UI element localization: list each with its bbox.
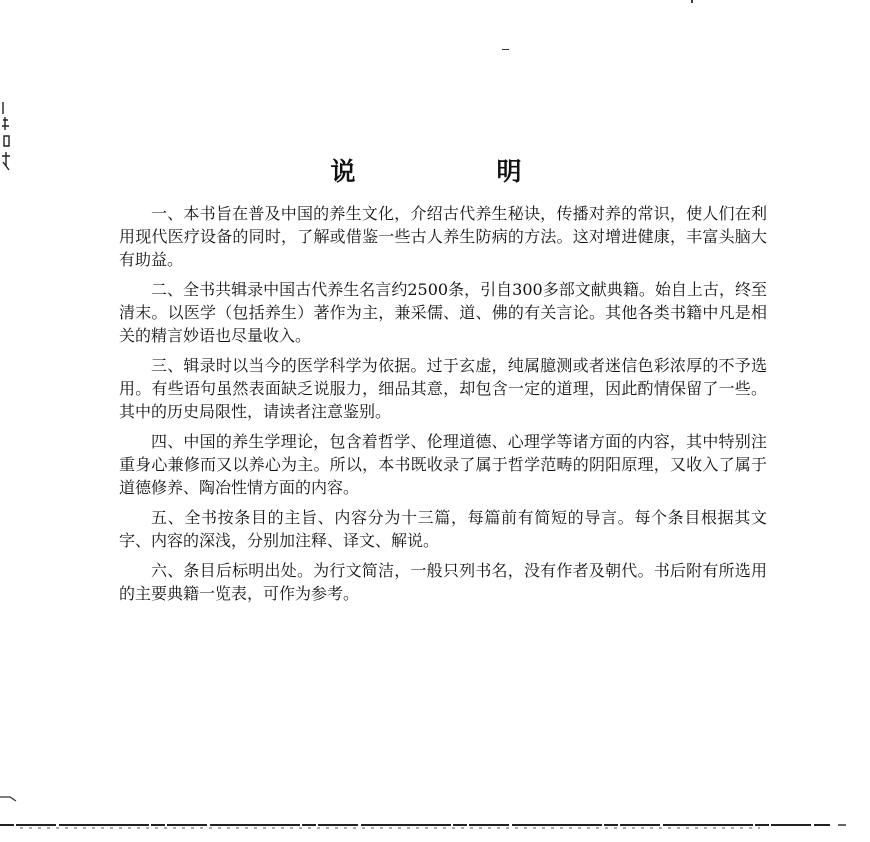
scan-corner-mark: [0, 793, 24, 803]
paragraph-3: 三、辑录时以当今的医学科学为依据。过于玄虚，纯属臆测或者迷信色彩浓厚的不予选用。有些语句虽然表面缺乏说服力，细品其意，却包含一定的道理，因此酌情保留了一些。其中的历史局限性，请读者注意鉴别。: [119, 356, 767, 421]
paragraph-1: 一、本书旨在普及中国的养生文化，介绍古代养生秘诀，传播对养的常识，使人们在利用现代医疗设备的同时，了解或借鉴一些古人养生防病的方法。这对增进健康，丰富头脑大有助益。: [119, 204, 767, 269]
paragraph-5: 五、全书按条目的主旨、内容分为十三篇，每篇前有简短的导言。每个条目根据其文字、内容的深浅，分别加注释、译文、解说。: [119, 508, 767, 550]
document-body: [119, 202, 767, 612]
scan-dash-mark: [502, 49, 509, 50]
page-title: 说 明: [330, 157, 580, 186]
scan-speck: [691, 0, 693, 3]
paragraph-6: 六、条目后标明出处。为行文简洁，一般只列书名，没有作者及朝代。书后附有所选用的主要典籍一览表，可作为参考。: [119, 561, 767, 603]
scan-bottom-edge: [0, 820, 870, 834]
paragraph-4: 四、中国的养生学理论，包含着哲学、伦理道德、心理学等诸方面的内容，其中特别注重身心兼修而又以养心为主。所以，本书既收录了属于哲学范畴的阴阳原理，又收入了属于道德修养、陶冶性情方面的内容。: [119, 432, 767, 497]
paragraph-2: 二、全书共辑录中国古代养生名言约2500条，引自300多部文献典籍。始自上古，终至清末。以医学（包括养生）著作为主，兼采儒、道、佛的有关言论。其他各类书籍中凡是相关的精言妙语也尽量收入。: [119, 280, 767, 345]
